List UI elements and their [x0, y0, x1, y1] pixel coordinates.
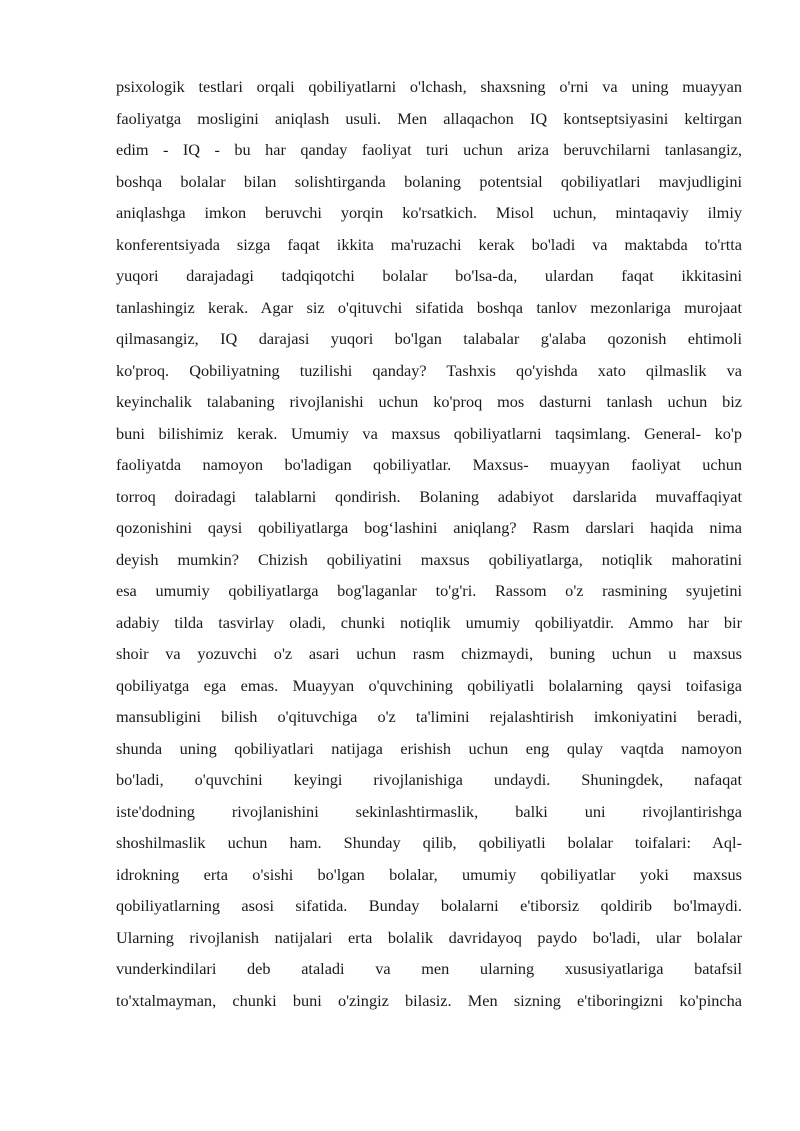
text-line: mansubligini bilish o'qituvchiga o'z ta'limini rejalashtirish imkoniyatini beradi,	[116, 707, 742, 726]
text-line: konferentsiyada sizga faqat ikkita ma'ruzachi kerak bo'ladi va maktabda to'rtta	[116, 234, 742, 254]
text-line: qobiliyatga ega emas. Muayyan o'quvchining qobiliyatli bolalarning qaysi toifasiga	[116, 675, 742, 695]
text-line: faoliyatga mosligini aniqlash usuli. Men allaqachon IQ kontseptsiyasini keltirgan	[116, 108, 742, 128]
text-line: vunderkindilari deb ataladi va men ularning xususiyatlariga batafsil	[116, 959, 742, 978]
text-line: shoir va yozuvchi o'z asari uchun rasm chizmaydi, buning uchun u maxsus	[116, 644, 742, 663]
text-line: boshqa bolalar bilan solishtirganda bolaning potentsial qobiliyatlari mavjudligini	[116, 171, 742, 191]
text-line: tanlashingiz kerak. Agar siz o'qituvchi sifatida boshqa tanlov mezonlariga murojaat	[116, 297, 742, 317]
text-line: faoliyatda namoyon bo'ladigan qobiliyatlar. Maxsus- muayyan faoliyat uchun	[116, 455, 742, 474]
text-line: qobiliyatlarning asosi sifatida. Bunday bolalarni e'tiborsiz qoldirib bo'lmaydi.	[116, 896, 742, 915]
text-line: yuqori darajadagi tadqiqotchi bolalar bo'lsa-da, ulardan faqat ikkitasini	[116, 266, 742, 285]
text-line: deyish mumkin? Chizish qobiliyatini maxsus qobiliyatlarga, notiqlik mahoratini	[116, 549, 742, 569]
body-paragraph	[116, 71, 742, 1016]
text-line: edim - IQ - bu har qanday faoliyat turi uchun ariza beruvchilarni tanlasangiz,	[116, 140, 742, 159]
text-line: Ularning rivojlanish natijalari erta bolalik davridayoq paydo bo'ladi, ular bolalar	[116, 927, 742, 947]
text-line: shunda uning qobiliyatlari natijaga erishish uchun eng qulay vaqtda namoyon	[116, 738, 742, 758]
text-line: bo'ladi, o'quvchini keyingi rivojlanishiga undaydi. Shuningdek, nafaqat	[116, 770, 742, 789]
text-line: idrokning erta o'sishi bo'lgan bolalar, umumiy qobiliyatlar yoki maxsus	[116, 864, 742, 884]
text-line: ko'proq. Qobiliyatning tuzilishi qanday? Tashxis qo'yishda xato qilmaslik va	[116, 360, 742, 380]
text-line: to'xtalmayman, chunki buni o'zingiz bilasiz. Men sizning e'tiboringizni ko'pincha	[116, 990, 742, 1010]
text-line: keyinchalik talabaning rivojlanishi uchun ko'proq mos dasturni tanlash uchun biz	[116, 392, 742, 411]
text-line: qilmasangiz, IQ darajasi yuqori bo'lgan talabalar g'alaba qozonish ehtimoli	[116, 329, 742, 348]
text-line: iste'dodning rivojlanishini sekinlashtirmaslik, balki uni rivojlantirishga	[116, 801, 742, 821]
text-line: qozonishini qaysi qobiliyatlarga bog‘lashini aniqlang? Rasm darslari haqida nima	[116, 518, 742, 537]
text-line: adabiy tilda tasvirlay oladi, chunki notiqlik umumiy qobiliyatdir. Ammo har bir	[116, 612, 742, 632]
text-line: esa umumiy qobiliyatlarga bog'laganlar to'g'ri. Rassom o'z rasmining syujetini	[116, 581, 742, 600]
text-line: torroq doiradagi talablarni qondirish. Bolaning adabiyot darslarida muvaffaqiyat	[116, 486, 742, 506]
text-line: shoshilmaslik uchun ham. Shunday qilib, qobiliyatli bolalar toifalari: Aql-	[116, 833, 742, 852]
text-line: psixologik testlari orqali qobiliyatlarni o'lchash, shaxsning o'rni va uning muayyan	[116, 77, 742, 96]
text-line: aniqlashga imkon beruvchi yorqin ko'rsatkich. Misol uchun, mintaqaviy ilmiy	[116, 203, 742, 222]
text-line: buni bilishimiz kerak. Umumiy va maxsus qobiliyatlarni taqsimlang. General- ko'p	[116, 423, 742, 443]
